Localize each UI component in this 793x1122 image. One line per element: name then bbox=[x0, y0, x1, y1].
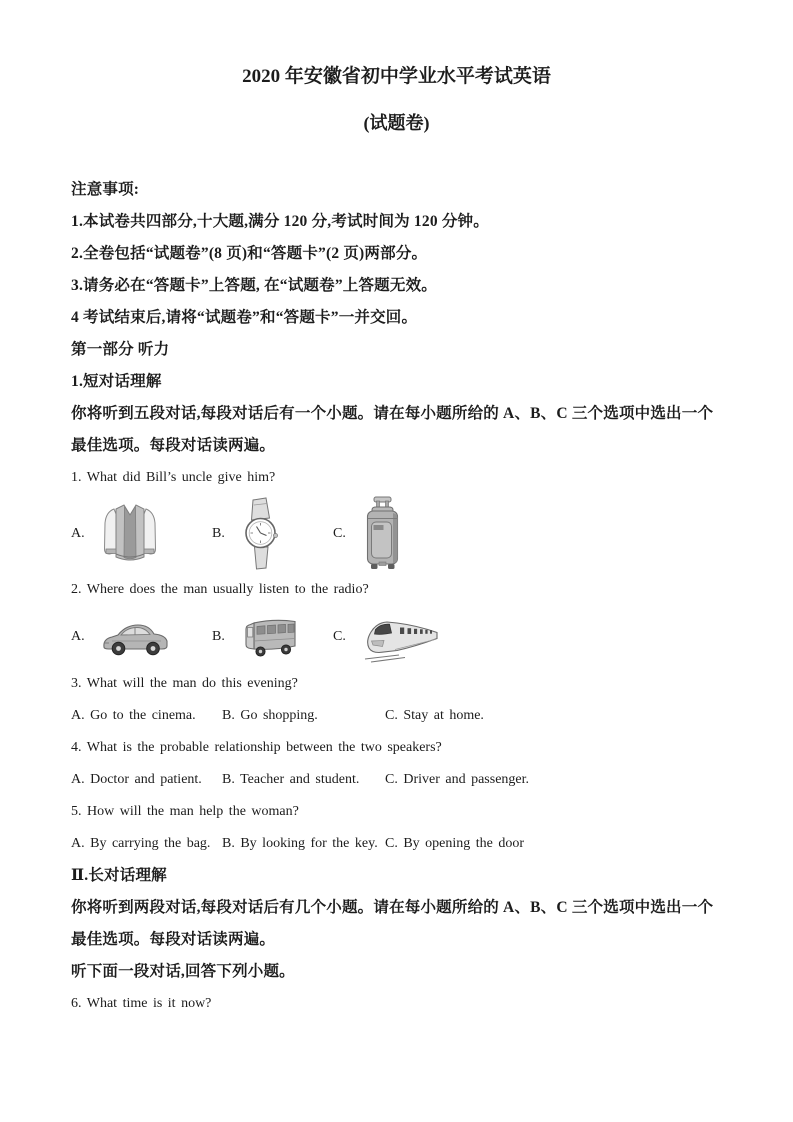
wristwatch-image bbox=[242, 497, 279, 571]
question-3-option-a: A. Go to the cinema. bbox=[71, 708, 196, 723]
page-title: 2020 年安徽省初中学业水平考试英语 bbox=[242, 66, 551, 87]
question-5-option-b: B. By looking for the key. bbox=[222, 836, 378, 851]
part1-heading: 第一部分 听力 bbox=[71, 341, 170, 358]
sweater-image bbox=[101, 502, 159, 566]
option-c-label: C. bbox=[333, 526, 346, 541]
long-dialog-sub-instruction: 听下面一段对话,回答下列小题。 bbox=[71, 963, 295, 980]
page-subtitle: (试题卷) bbox=[363, 113, 430, 133]
question-2-text: 2. Where does the man usually listen to the radio? bbox=[71, 582, 369, 597]
suitcase-image bbox=[363, 496, 403, 572]
notice-item-3: 3.请务必在“答题卡”上答题, 在“试题卷”上答题无效。 bbox=[71, 277, 437, 294]
notice-item-2: 2.全卷包括“试题卷”(8 页)和“答题卡”(2 页)两部分。 bbox=[71, 245, 428, 262]
question-5-option-c: C. By opening the door bbox=[385, 836, 525, 851]
option-b-label: B. bbox=[212, 629, 225, 644]
question-2-image-options bbox=[71, 606, 722, 668]
question-4-option-a: A. Doctor and patient. bbox=[71, 772, 202, 787]
notice-heading: 注意事项: bbox=[71, 181, 140, 198]
question-1-image-options bbox=[71, 494, 722, 574]
notice-item-1: 1.本试卷共四部分,十大题,满分 120 分,考试时间为 120 分钟。 bbox=[71, 213, 489, 230]
option-a-label: A. bbox=[71, 629, 85, 644]
question-3-text: 3. What will the man do this evening? bbox=[71, 676, 298, 691]
option-a-label: A. bbox=[71, 526, 85, 541]
question-4-options bbox=[71, 764, 722, 796]
question-5-text: 5. How will the man help the woman? bbox=[71, 804, 299, 819]
long-dialog-heading: Ⅱ.长对话理解 bbox=[71, 867, 167, 884]
question-6-text: 6. What time is it now? bbox=[71, 996, 212, 1011]
question-1-option-c bbox=[333, 496, 722, 572]
question-1-text: 1. What did Bill’s uncle give him? bbox=[71, 470, 276, 485]
question-4-text: 4. What is the probable relationship between the two speakers? bbox=[71, 740, 442, 755]
question-3-options bbox=[71, 700, 722, 732]
option-c-label: C. bbox=[333, 629, 346, 644]
bus-image bbox=[242, 613, 300, 661]
train-image bbox=[363, 611, 441, 663]
car-image bbox=[101, 615, 171, 659]
long-dialog-instructions: 你将听到两段对话,每段对话后有几个小题。请在每小题所给的 A、B、C 三个选项中选出一个最佳选项。每段对话读两遍。 bbox=[71, 899, 714, 948]
question-2-option-c bbox=[333, 611, 722, 663]
question-1-option-b bbox=[212, 497, 333, 571]
question-3-option-c: C. Stay at home. bbox=[385, 708, 484, 723]
option-b-label: B. bbox=[212, 526, 225, 541]
question-5-options bbox=[71, 828, 722, 860]
question-2-option-b bbox=[212, 613, 333, 661]
question-2-option-a bbox=[71, 615, 212, 659]
question-5-option-a: A. By carrying the bag. bbox=[71, 836, 211, 851]
short-dialog-heading: 1.短对话理解 bbox=[71, 373, 162, 390]
question-4-option-b: B. Teacher and student. bbox=[222, 772, 360, 787]
notice-item-4: 4 考试结束后,请将“试题卷”和“答题卡”一并交回。 bbox=[71, 309, 418, 326]
question-3-option-b: B. Go shopping. bbox=[222, 708, 318, 723]
question-4-option-c: C. Driver and passenger. bbox=[385, 772, 530, 787]
short-dialog-instructions: 你将听到五段对话,每段对话后有一个小题。请在每小题所给的 A、B、C 三个选项中选出一个最佳选项。每段对话读两遍。 bbox=[71, 405, 714, 454]
question-1-option-a bbox=[71, 502, 212, 566]
